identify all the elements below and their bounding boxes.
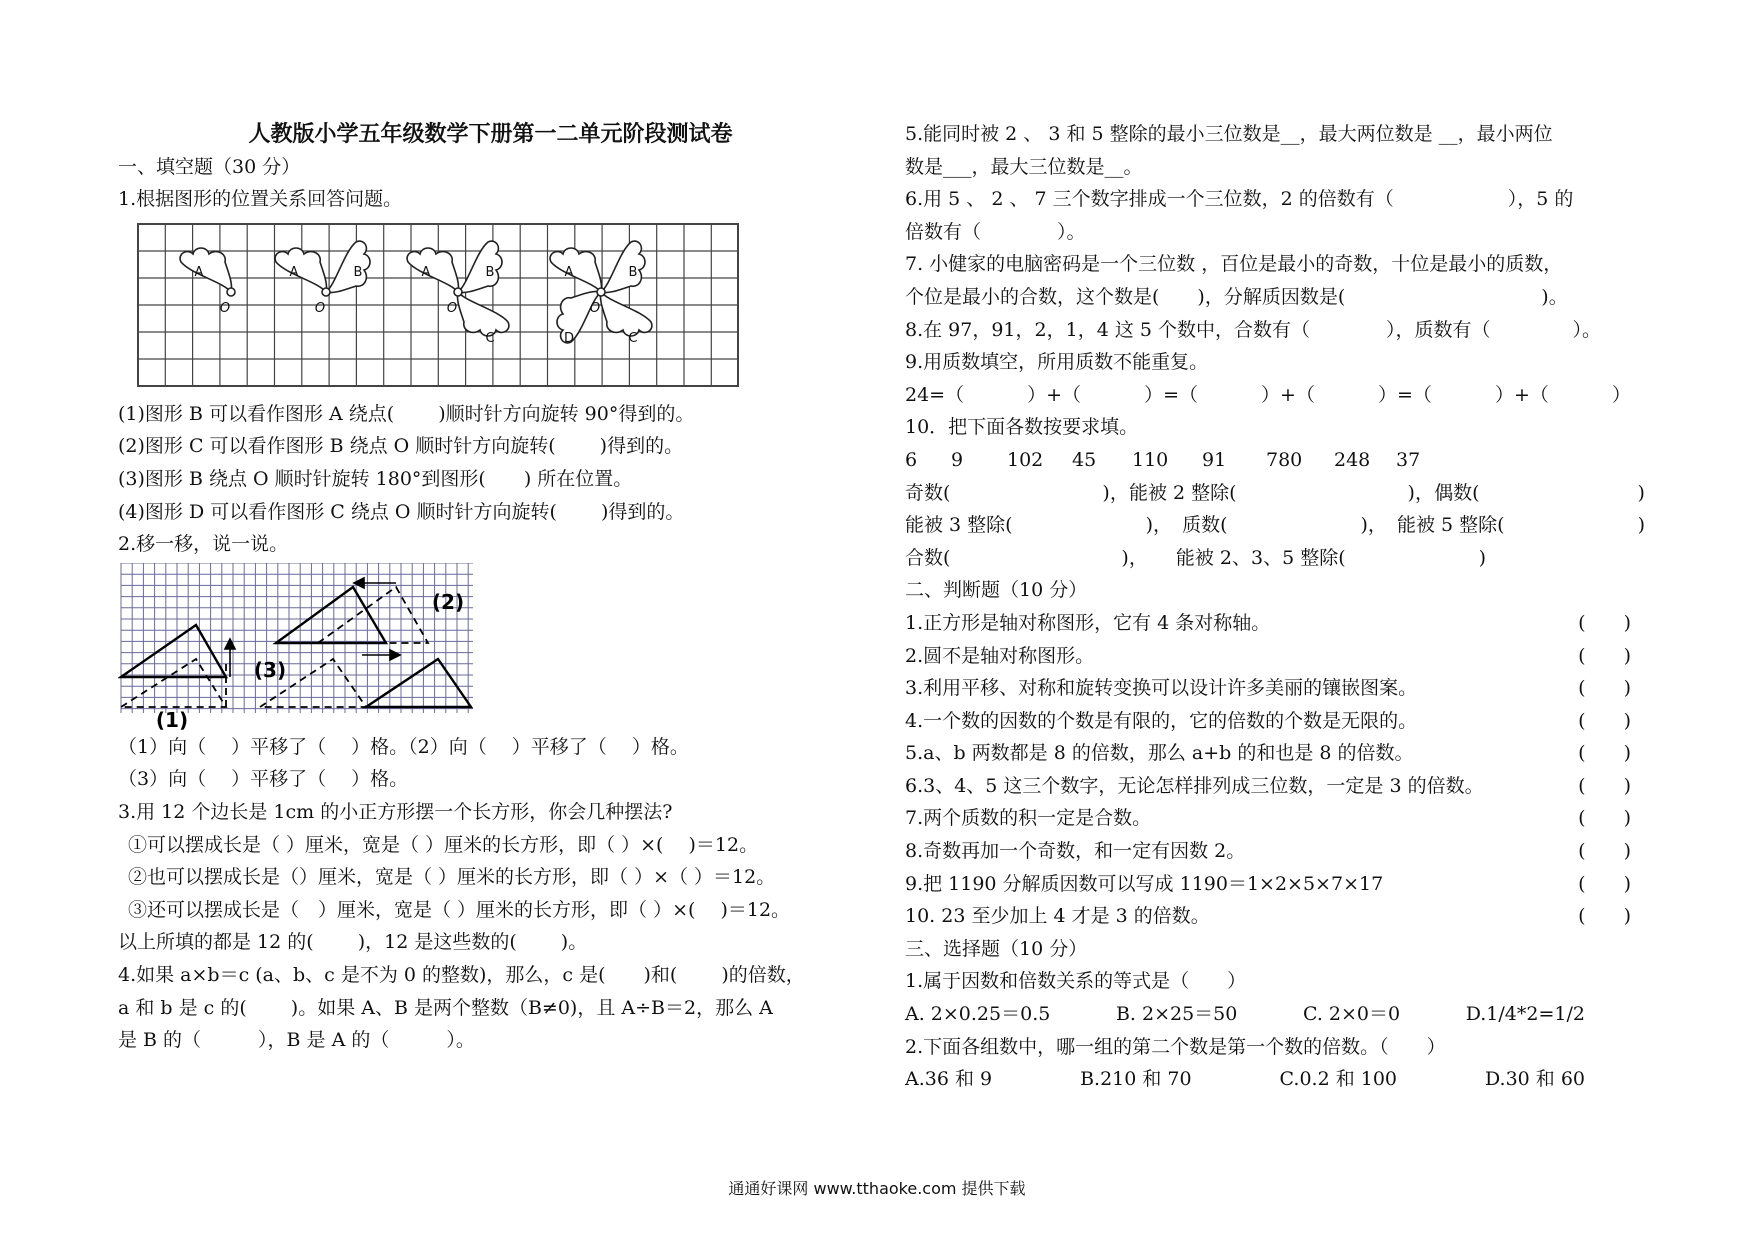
petal-label: A [564, 264, 574, 280]
option-b: B. 2×25＝50 [1115, 1003, 1238, 1026]
judgement-item [905, 802, 1645, 835]
q10-cell: 能被 5 整除( ) [1396, 514, 1645, 537]
q10-cell: 奇数( )， [905, 481, 1129, 504]
judgement-item [905, 835, 1645, 868]
number: 91 [1202, 448, 1227, 471]
section3-heading: 三、选择题（10 分） [905, 937, 1088, 960]
section1-heading: 一、填空题（30 分） [118, 155, 301, 178]
q7-line-1: 7. 小健家的电脑密码是一个三位数 ，百位是最小的奇数，十位是最小的质数， [905, 253, 1563, 276]
number: 9 [951, 448, 964, 471]
q10-stem: 10．把下面各数按要求填。 [905, 416, 1139, 439]
triangle-3 [366, 659, 471, 707]
q10-cell: 合数( )， [905, 546, 1148, 569]
footer: 通通好课网 www.tthaoke.com 提供下载 [728, 1179, 1026, 1198]
center-o-label: O [314, 300, 326, 316]
q10-numbers [905, 444, 1645, 477]
answer-bracket[interactable]: ( ) [1578, 905, 1631, 928]
right-column [905, 118, 1645, 1096]
judgement-text: 10. 23 至少加上 4 才是 3 的倍数。 [905, 905, 1210, 928]
q10-cell: 偶数( ) [1434, 481, 1645, 504]
answer-bracket[interactable]: ( ) [1578, 807, 1631, 830]
q4-line-1: 4.如果 a×b＝c (a、b、c 是不为 0 的整数)，那么，c 是( )和( )的倍数， [118, 963, 805, 986]
q2-item-2: （3）向（ ）平移了（ ）格。 [118, 768, 409, 791]
page-title: 人教版小学五年级数学下册第一二单元阶段测试卷 [248, 121, 733, 147]
judgement-text: 3.利用平移、对称和旋转变换可以设计许多美丽的镶嵌图案。 [905, 677, 1418, 700]
judgement-text: 6.3、4、5 这三个数字，无论怎样排列成三位数，一定是 3 的倍数。 [905, 774, 1484, 797]
label-2: (2) [431, 589, 465, 614]
q1-stem: 1.根据图形的位置关系回答问题。 [118, 188, 403, 211]
answer-bracket[interactable]: ( ) [1578, 611, 1631, 634]
center-o-label: O [446, 300, 458, 316]
option-a: A. 2×0.25＝0.5 [905, 1003, 1051, 1026]
q6-line-1: 6.用 5 、 2 、 7 三个数字排成一个三位数，2 的倍数有（ ），5 的 [905, 188, 1574, 211]
q3-tail: 以上所填的都是 12 的( )，12 是这些数的( )。 [118, 931, 588, 954]
q10-row-3 [905, 542, 1645, 575]
petal-label: C [628, 330, 638, 346]
number: 248 [1334, 448, 1371, 471]
q5-line-2: 数是___，最大三位数是__。 [905, 155, 1143, 178]
option-d: D.1/4*2=1/2 [1465, 1003, 1585, 1026]
petal-label: A [421, 264, 431, 280]
petal-label: A [289, 264, 299, 280]
judgement-text: 5.a、b 两数都是 8 的倍数，那么 a+b 的和也是 8 的倍数。 [905, 742, 1414, 765]
q2-stem: 2.移一移，说一说。 [118, 533, 289, 556]
q2-item-1: （1）向（ ）平移了（ ）格。（2）向（ ）平移了（ ）格。 [118, 735, 689, 758]
rotation-figure [118, 216, 863, 398]
judgement-item [905, 607, 1645, 640]
judgement-item [905, 900, 1645, 933]
q1-item-4: (4)图形 D 可以看作图形 C 绕点 O 顺时针方向旋转( )得到的。 [118, 500, 685, 523]
judgement-item [905, 868, 1645, 901]
q3-item-3: ③还可以摆成长是（ ）厘米，宽是（ ）厘米的长方形，即（ ）×( )＝12。 [128, 898, 791, 921]
option-b: B.210 和 70 [1080, 1068, 1192, 1091]
judgement-text: 2.圆不是轴对称图形。 [905, 644, 1095, 667]
petal-label: D [563, 330, 575, 346]
center-o-label: O [219, 300, 231, 316]
answer-bracket[interactable]: ( ) [1578, 774, 1631, 797]
petal-label: C [485, 330, 495, 346]
option-c: C.0.2 和 100 [1279, 1068, 1398, 1091]
number: 780 [1266, 448, 1303, 471]
center-o-label: O [589, 300, 601, 316]
number: 102 [1007, 448, 1044, 471]
option-d: D.30 和 60 [1484, 1068, 1585, 1091]
option-c: C. 2×0＝0 [1302, 1003, 1401, 1026]
judgement-text: 8.奇数再加一个奇数，和一定有因数 2。 [905, 840, 1246, 863]
answer-bracket[interactable]: ( ) [1578, 840, 1631, 863]
q10-cell: 能被 2 整除( )， [1128, 481, 1434, 504]
mc1-stem: 1.属于因数和倍数关系的等式是（ ） [905, 970, 1247, 993]
q1-item-2: (2)图形 C 可以看作图形 B 绕点 O 顺时针方向旋转( )得到的。 [118, 435, 684, 458]
answer-bracket[interactable]: ( ) [1578, 742, 1631, 765]
answer-bracket[interactable]: ( ) [1578, 872, 1631, 895]
q10-row-1 [905, 477, 1645, 510]
label-3: (3) [253, 657, 287, 682]
mc1-options [905, 998, 1645, 1031]
q4-line-3: 是 B 的（ ），B 是 A 的（ ）。 [118, 1029, 475, 1052]
q1-item-1: (1)图形 B 可以看作图形 A 绕点( )顺时针方向旋转 90°得到的。 [118, 402, 695, 425]
number: 6 [905, 448, 918, 471]
q10-row-2 [905, 509, 1645, 542]
number: 37 [1396, 448, 1421, 471]
answer-bracket[interactable]: ( ) [1578, 677, 1631, 700]
q1-item-3: (3)图形 B 绕点 O 顺时针旋转 180°到图形( ) 所在位置。 [118, 467, 633, 490]
option-a: A.36 和 9 [905, 1068, 993, 1091]
petal-label: B [628, 264, 638, 280]
judgement-text: 7.两个质数的积一定是合数。 [905, 807, 1152, 830]
petal-label: B [353, 264, 363, 280]
q5-line-1: 5.能同时被 2 、 3 和 5 整除的最小三位数是__，最大两位数是 __，最小两位 [905, 123, 1553, 145]
answer-bracket[interactable]: ( ) [1578, 709, 1631, 732]
judgement-item [905, 705, 1645, 738]
q8-line: 8.在 97，91，2，1，4 这 5 个数中，合数有（ ），质数有（ ）。 [905, 318, 1602, 341]
mc2-stem: 2.下面各组数中，哪一组的第二个数是第一个数的倍数。（ ） [905, 1035, 1446, 1058]
petal-label: A [194, 264, 204, 280]
q10-cell: 能被 3 整除( )， [905, 514, 1172, 537]
judgement-text: 4.一个数的因数的个数是有限的，它的倍数的个数是无限的。 [905, 709, 1418, 732]
left-column [118, 118, 863, 1057]
judgement-item [905, 770, 1645, 803]
judgement-item [905, 737, 1645, 770]
judgement-list [905, 607, 1645, 933]
q10-cell: 能被 2、3、5 整除( ) [1175, 546, 1487, 569]
number: 45 [1072, 448, 1097, 471]
q9-stem: 9.用质数填空，所用质数不能重复。 [905, 351, 1209, 374]
q10-cell: 质数( )， [1182, 514, 1387, 537]
judgement-text: 1.正方形是轴对称图形，它有 4 条对称轴。 [905, 611, 1271, 634]
q3-item-2: ②也可以摆成长是（）厘米，宽是（ ）厘米的长方形，即（ ）×（ ）＝12。 [128, 866, 776, 889]
q7-line-2: 个位是最小的合数，这个数是( )，分解质因数是( )。 [905, 285, 1568, 308]
answer-bracket[interactable]: ( ) [1578, 644, 1631, 667]
number: 110 [1132, 448, 1169, 471]
judgement-item [905, 672, 1645, 705]
translation-figure [118, 561, 863, 731]
q4-line-2: a 和 b 是 c 的( )。如果 A、B 是两个整数（B≠0)，且 A÷B＝2，那么 A [118, 996, 773, 1019]
judgement-text: 9.把 1190 分解质因数可以写成 1190＝1×2×5×7×17 [905, 872, 1384, 895]
section2-heading: 二、判断题（10 分） [905, 579, 1088, 602]
judgement-item [905, 640, 1645, 673]
q3-stem: 3.用 12 个边长是 1cm 的小正方形摆一个长方形，你会几种摆法? [118, 800, 673, 823]
petal-label: B [485, 264, 495, 280]
label-1: (1) [155, 707, 189, 731]
mc2-options [905, 1063, 1645, 1096]
q9-equation: 24=（ ）+（ ）=（ ）+（ ）=（ ）+（ ） [905, 383, 1631, 406]
q6-line-2: 倍数有（ ）。 [905, 220, 1086, 243]
q3-item-1: ①可以摆成长是（ ）厘米，宽是（ ）厘米的长方形，即（ ）×( )＝12。 [128, 833, 759, 856]
